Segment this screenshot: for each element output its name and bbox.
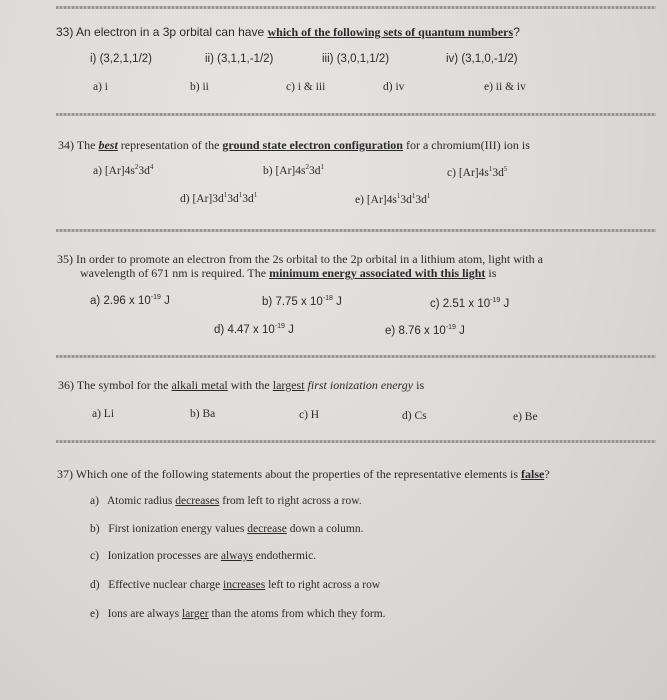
q35-choice-e[interactable]: e) 8.76 x $10^{-19}$ J: [385, 324, 465, 337]
divider: [56, 440, 656, 443]
q33-set-i: i) (3,2,1,1/2): [90, 53, 152, 65]
q36-choice-a[interactable]: a) Li: [92, 408, 115, 420]
q37-option-d[interactable]: d) Effective nuclear charge increases left to right across a row: [90, 579, 381, 591]
question-35-line-1: 35) In order to promote an electron from the 2s orbital to the 2p orbital in a lithium atom, light with a: [57, 252, 543, 266]
q33-choice-c[interactable]: c) i & iii: [286, 81, 326, 93]
q33-choice-e[interactable]: e) ii & iv: [484, 81, 526, 93]
q33-set-iv: iv) (3,1,0,-1/2): [446, 53, 518, 65]
q36-choice-c[interactable]: c) H: [299, 409, 320, 421]
q35-choice-a[interactable]: a) 2.96 x $10^{-19}$ J: [90, 294, 170, 307]
divider: [56, 355, 656, 358]
q34-choice-c[interactable]: c) $[Ar]4s^13d^5$: [447, 165, 508, 179]
q37-option-b[interactable]: b) First ionization energy values decrease down a column.: [90, 523, 364, 535]
q37-option-e[interactable]: e) Ions are always larger than the atoms from which they form.: [90, 608, 386, 620]
divider: [56, 113, 656, 116]
divider: [56, 229, 656, 232]
q33-choice-d[interactable]: d) iv: [383, 81, 405, 93]
q36-choice-e[interactable]: e) Be: [513, 411, 538, 423]
q34-choice-d[interactable]: d) $[Ar]3d^13d^13d^1$: [180, 191, 258, 205]
q36-choice-d[interactable]: d) Cs: [402, 410, 427, 422]
question-36: 36) The symbol for the alkali metal with the largest first ionization energy is: [58, 378, 425, 392]
question-35-line-2: wavelength of 671 nm is required. The minimum energy associated with this light is: [80, 266, 497, 280]
q33-choice-a[interactable]: a) i: [93, 81, 109, 93]
q33-choice-b[interactable]: b) ii: [190, 81, 209, 93]
q35-choice-b[interactable]: b) 7.75 x $10^{-18}$ J: [262, 295, 342, 308]
q34-choice-b[interactable]: b) $[Ar]4s^23d^1$: [263, 163, 324, 177]
q37-option-a[interactable]: a) Atomic radius decreases from left to right across a row.: [90, 495, 362, 507]
q35-choice-d[interactable]: d) 4.47 x $10^{-19}$ J: [214, 323, 294, 336]
q34-choice-e[interactable]: e) $[Ar]4s^13d^13d^1$: [355, 192, 431, 206]
q33-set-ii: ii) (3,1,1,-1/2): [205, 53, 274, 65]
question-34: 34) The best representation of the ground state electron configuration for a chromium(III) ion is: [58, 138, 530, 152]
question-37: 37) Which one of the following statements about the properties of the representative elements is false?: [57, 467, 550, 481]
divider: [56, 6, 656, 9]
q35-choice-c[interactable]: c) 2.51 x $10^{-19}$ J: [430, 297, 510, 310]
q33-set-iii: iii) (3,0,1,1/2): [322, 53, 390, 65]
q34-choice-a[interactable]: a) $[Ar]4s^23d^4$: [93, 163, 154, 177]
q37-option-c[interactable]: c) Ionization processes are always endothermic.: [90, 550, 317, 562]
question-33: 33) An electron in a 3p orbital can have which of the following sets of quantum numbers?: [56, 25, 520, 39]
q36-choice-b[interactable]: b) Ba: [190, 408, 216, 420]
